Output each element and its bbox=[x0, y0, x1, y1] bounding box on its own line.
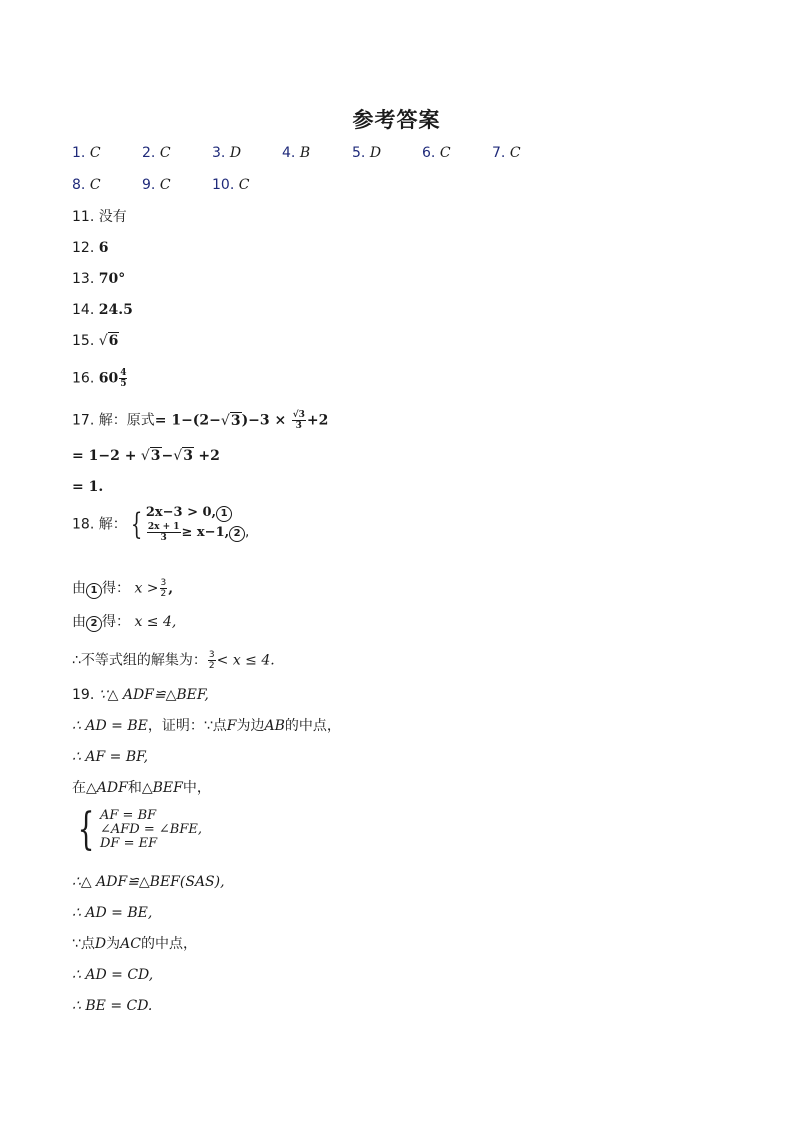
answer-19-line6: ∴△ ADF≌△BEF(SAS), bbox=[72, 874, 225, 890]
answer-19-line1: 19. ∵△ ADF≌△BEF, bbox=[72, 687, 209, 703]
answer-12: 12. 6 bbox=[72, 240, 109, 256]
fraction: $\frac{3}{2}$ bbox=[208, 650, 215, 671]
answer-19-line10: ∴ BE = CD. bbox=[72, 998, 153, 1014]
answer-17-line1: 17. 解：原式= 1−(2−√3)−3 × $\frac{√3}{3}$ +2 bbox=[72, 410, 329, 431]
answer-19-line3: ∴ AF = BF, bbox=[72, 749, 149, 765]
left-brace-icon: { bbox=[130, 506, 142, 542]
answer-14: 14. 24.5 bbox=[72, 302, 133, 318]
circled-one-icon: 1 bbox=[216, 506, 232, 522]
choice-item: 8. C bbox=[72, 177, 101, 193]
choice-item: 4. B bbox=[282, 145, 311, 161]
choice-item: 1. C bbox=[72, 145, 101, 161]
fraction: $\frac{3}{2}$ bbox=[160, 578, 167, 599]
answer-13: 13. 70° bbox=[72, 271, 126, 287]
answer-18-system: 18. 解： { 2x−3 > 0, 1 $\frac{2x + 1}{3}$ ≥ x−1, 2 , bbox=[72, 505, 250, 543]
choice-item: 2. C bbox=[142, 145, 171, 161]
page-title: 参考答案 bbox=[352, 108, 441, 132]
sqrt-expression: √3 bbox=[220, 412, 241, 429]
circled-two-icon: 2 bbox=[86, 616, 102, 632]
answer-19-line4: 在△ADF和△BEF中， bbox=[72, 780, 211, 796]
fraction: $\frac{2x + 1}{3}$ bbox=[147, 522, 180, 543]
answer-19-line8: ∵点D为AC的中点， bbox=[72, 936, 197, 952]
choice-item: 9. C bbox=[142, 177, 171, 193]
circled-two-icon: 2 bbox=[229, 526, 245, 542]
choice-item: 3. D bbox=[212, 145, 242, 161]
answer-16: 16. 60 $\frac{4}{5}$ bbox=[72, 368, 127, 389]
sqrt-expression: √6 bbox=[98, 333, 119, 349]
fraction: $\frac{√3}{3}$ bbox=[292, 410, 305, 431]
answer-19-line9: ∴ AD = CD, bbox=[72, 967, 154, 983]
choice-item: 7. C bbox=[492, 145, 521, 161]
fraction: $\frac{4}{5}$ bbox=[120, 368, 127, 389]
answer-17-line3: = 1. bbox=[72, 479, 104, 495]
answer-19-line2: ∴ AD = BE，证明：∵点F为边AB的中点， bbox=[72, 718, 341, 734]
answer-11: 11. 没有 bbox=[72, 209, 127, 225]
answer-18-step2: 由 2 得： x ≤ 4, bbox=[72, 614, 177, 630]
answer-18-solution: ∴不等式组的解集为： $\frac{3}{2}$ < x ≤ 4. bbox=[72, 650, 275, 671]
choice-item: 6. C bbox=[422, 145, 451, 161]
choice-item: 10. C bbox=[212, 177, 250, 193]
circled-one-icon: 1 bbox=[86, 583, 102, 599]
answer-17-line2: = 1−2 + √3−√3 +2 bbox=[72, 448, 220, 464]
congruence-conditions: AF = BF ∠AFD = ∠BFE, DF = EF bbox=[100, 808, 202, 851]
sqrt-expression: √3 bbox=[140, 448, 161, 464]
sqrt-expression: √3 bbox=[173, 448, 193, 464]
answer-19-system bbox=[72, 804, 202, 855]
answer-15: 15. √6 bbox=[72, 333, 119, 349]
answer-18-step1: 由 1 得： x > $\frac{3}{2}$ , bbox=[72, 578, 174, 599]
left-brace-icon: { bbox=[77, 804, 95, 855]
choice-item: 5. D bbox=[352, 145, 382, 161]
inequality-system: 2x−3 > 0, 1 $\frac{2x + 1}{3}$ ≥ x−1, 2 , bbox=[145, 505, 250, 543]
answer-19-line7: ∴ AD = BE, bbox=[72, 905, 153, 921]
